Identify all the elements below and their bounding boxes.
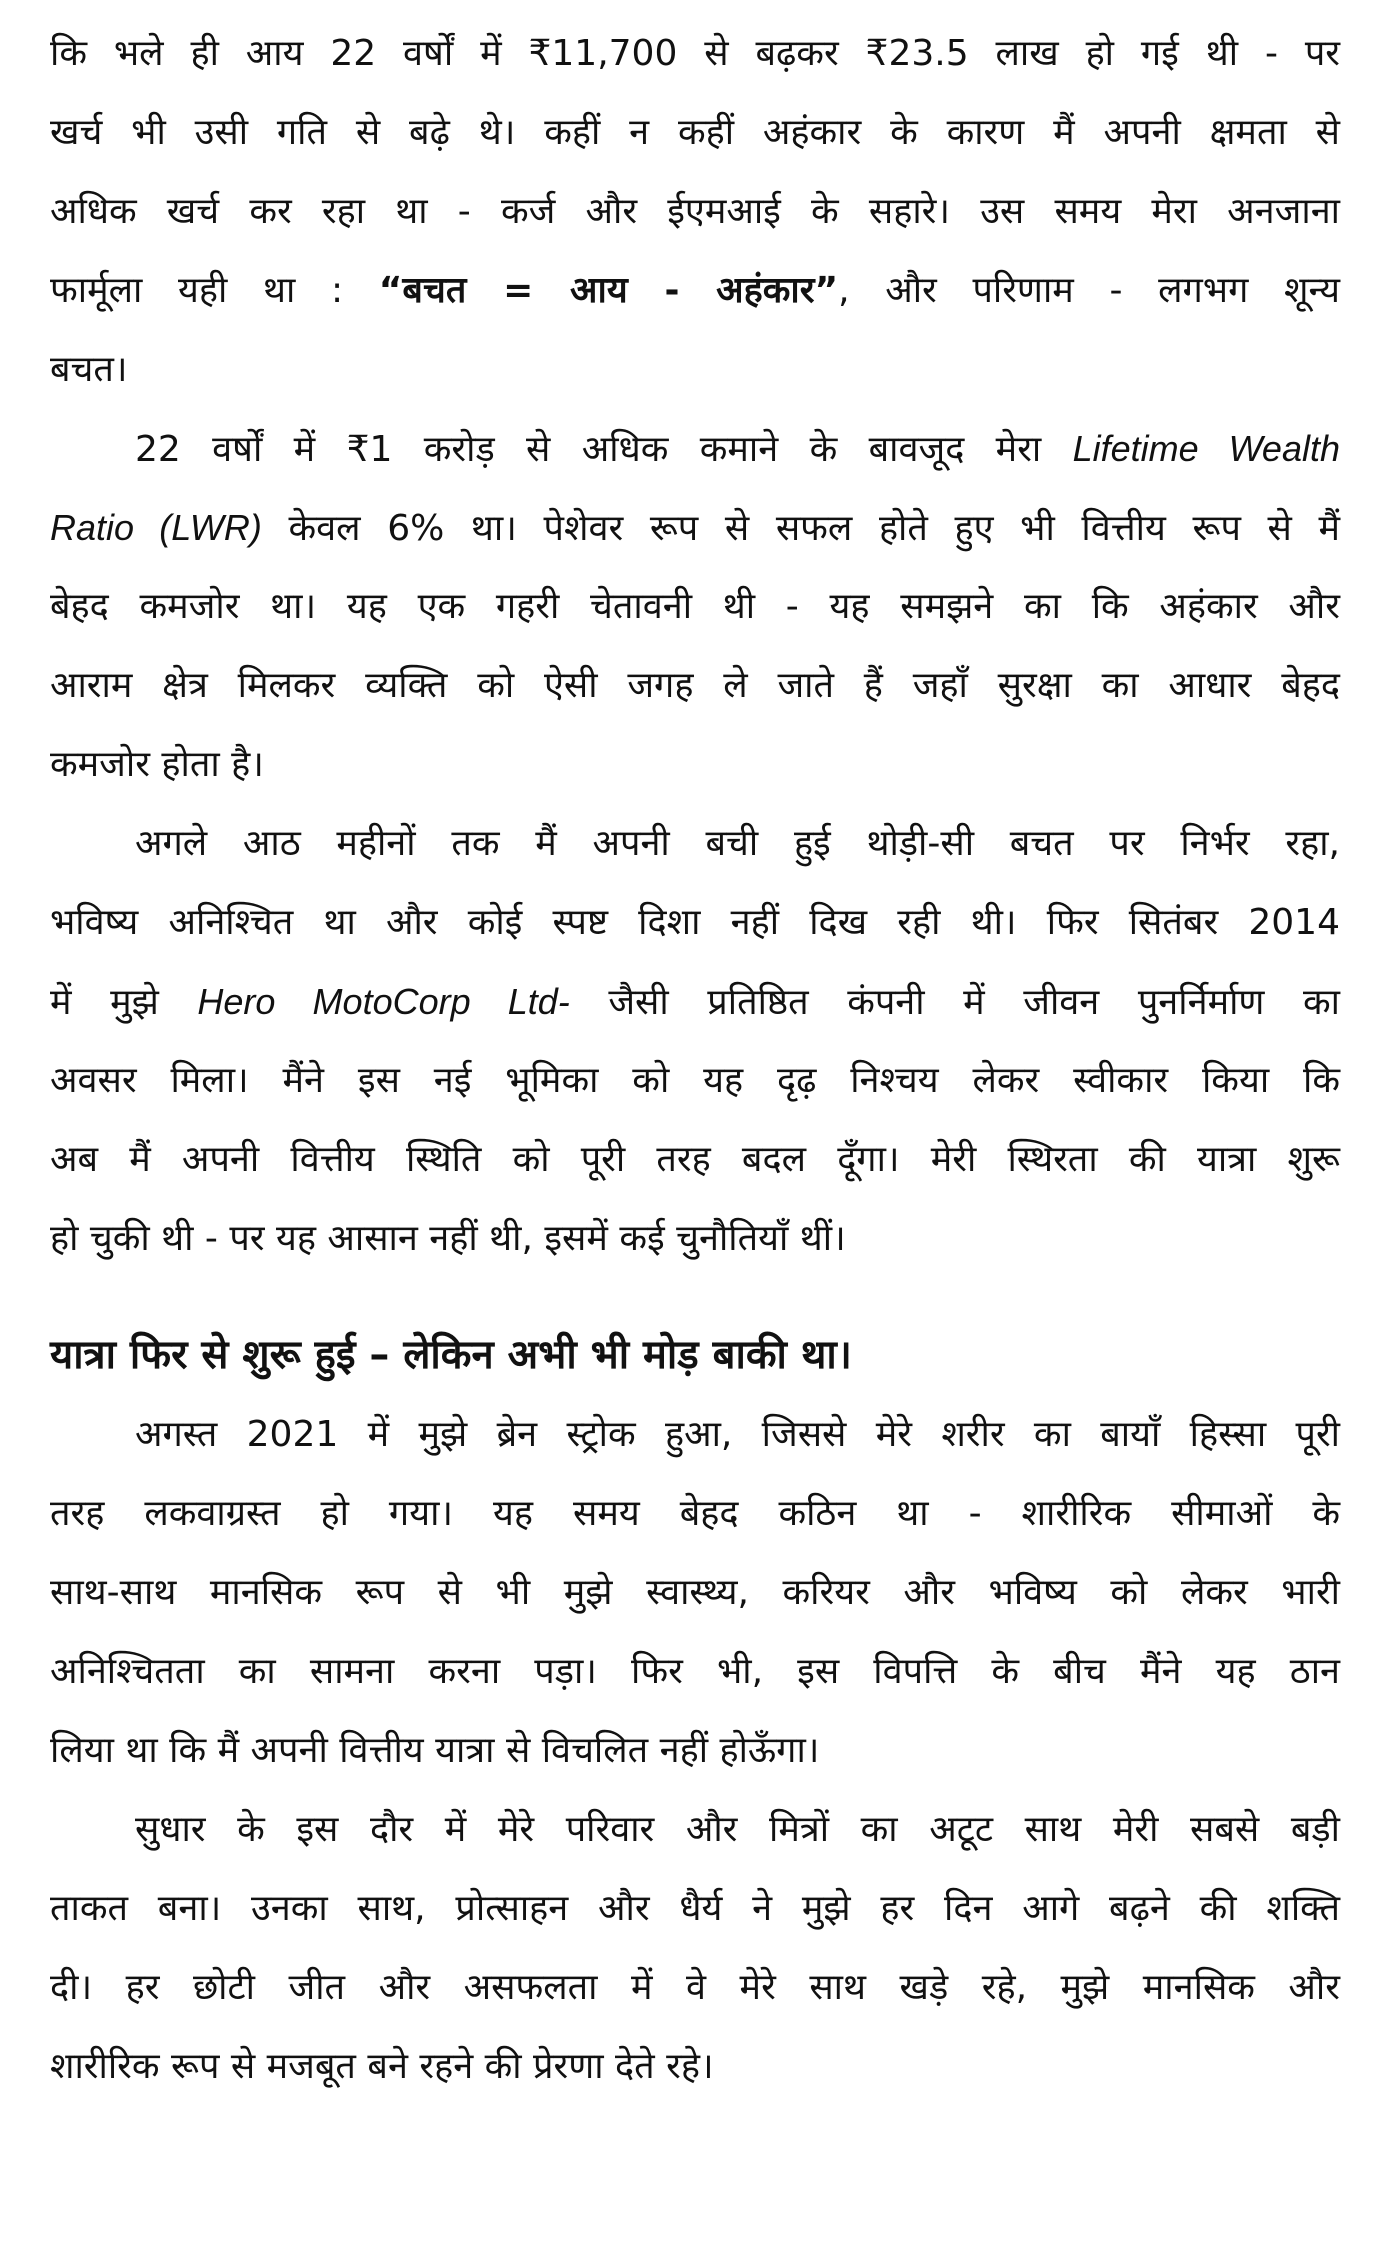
text-line [50, 962, 1340, 1041]
text-line: अधिक खर्च कर रहा था - कर्ज और ईएमआई के सहारे। उस समय मेरा अनजाना [50, 191, 1340, 232]
text-line: साथ-साथ मानसिक रूप से भी मुझे स्वास्थ्य, करियर और भविष्य को लेकर भारी [50, 1572, 1340, 1613]
formula-result-text: , और परिणाम - लगभग शून्य [838, 270, 1341, 311]
hero-trail-text: जैसी प्रतिष्ठित कंपनी में जीवन पुनर्निर्माण का [569, 982, 1340, 1023]
text-line: सुधार के इस दौर में मेरे परिवार और मित्रों का अटूट साथ मेरी सबसे बड़ी [135, 1809, 1340, 1850]
lwr-term-part1: Lifetime Wealth [1072, 428, 1340, 469]
text-line: अगस्त 2021 में मुझे ब्रेन स्ट्रोक हुआ, जिससे मेरे शरीर का बायाँ हिस्सा पूरी [135, 1414, 1340, 1455]
text-line: बचत। [50, 349, 128, 390]
paragraph-hero-motocorp [50, 804, 1340, 1278]
section-heading: यात्रा फिर से शुरू हुई – लेकिन अभी भी मोड़ बाकी था। [50, 1332, 852, 1378]
paragraph-income-expense [50, 14, 1340, 409]
text-line [50, 488, 1340, 567]
hero-lead-text: में मुझे [50, 982, 198, 1023]
text-line: आराम क्षेत्र मिलकर व्यक्ति को ऐसी जगह ले जाते हैं जहाँ सुरक्षा का आधार बेहद [50, 665, 1340, 706]
company-name: Hero MotoCorp Ltd- [197, 981, 570, 1022]
paragraph-family-support [50, 1790, 1340, 2106]
text-line: तरह लकवाग्रस्त हो गया। यह समय बेहद कठिन था - शारीरिक सीमाओं के [50, 1493, 1340, 1534]
text-line: ताकत बना। उनका साथ, प्रोत्साहन और धैर्य ने मुझे हर दिन आगे बढ़ने की शक्ति [50, 1888, 1340, 1929]
text-line: बेहद कमजोर था। यह एक गहरी चेतावनी थी - यह समझने का कि अहंकार और [50, 586, 1340, 627]
text-line-formula [50, 251, 1340, 330]
text-line: अनिश्चितता का सामना करना पड़ा। फिर भी, इस विपत्ति के बीच मैंने यह ठान [50, 1651, 1340, 1692]
savings-formula: “बचत = आय - अहंकार” [378, 270, 839, 311]
text-line: अब मैं अपनी वित्तीय स्थिति को पूरी तरह बदल दूँगा। मेरी स्थिरता की यात्रा शुरू [50, 1139, 1340, 1180]
lwr-term-part2: Ratio (LWR) [50, 507, 262, 548]
formula-lead-text: फार्मूला यही था : [50, 270, 379, 311]
text-line: शारीरिक रूप से मजबूत बने रहने की प्रेरणा देते रहे। [50, 2046, 714, 2087]
text-line: लिया था कि मैं अपनी वित्तीय यात्रा से विचलित नहीं होऊँगा। [50, 1730, 820, 1771]
text-line: दी। हर छोटी जीत और असफलता में वे मेरे साथ खड़े रहे, मुझे मानसिक और [50, 1967, 1340, 2008]
document-page [50, 0, 1340, 2106]
lwr-value-text: केवल 6% था। पेशेवर रूप से सफल होते हुए भी वित्तीय रूप से मैं [261, 508, 1341, 549]
text-line: कि भले ही आय 22 वर्षों में ₹11,700 से बढ़कर ₹23.5 लाख हो गई थी - पर [50, 33, 1340, 74]
text-line: अवसर मिला। मैंने इस नई भूमिका को यह दृढ़ निश्चय लेकर स्वीकार किया कि [50, 1060, 1340, 1101]
text-line: हो चुकी थी - पर यह आसान नहीं थी, इसमें कई चुनौतियाँ थीं। [50, 1218, 846, 1259]
text-line [50, 409, 1340, 488]
paragraph-brain-stroke [50, 1395, 1340, 1790]
paragraph-lwr [50, 409, 1340, 804]
lwr-lead-text: 22 वर्षों में ₹1 करोड़ से अधिक कमाने के बावजूद मेरा [135, 429, 1073, 470]
text-line: भविष्य अनिश्चित था और कोई स्पष्ट दिशा नहीं दिख रही थी। फिर सितंबर 2014 [50, 902, 1340, 943]
text-line: कमजोर होता है। [50, 744, 264, 785]
text-line: खर्च भी उसी गति से बढ़े थे। कहीं न कहीं अहंकार के कारण मैं अपनी क्षमता से [50, 112, 1340, 153]
text-line: अगले आठ महीनों तक मैं अपनी बची हुई थोड़ी-सी बचत पर निर्भर रहा, [135, 823, 1340, 864]
